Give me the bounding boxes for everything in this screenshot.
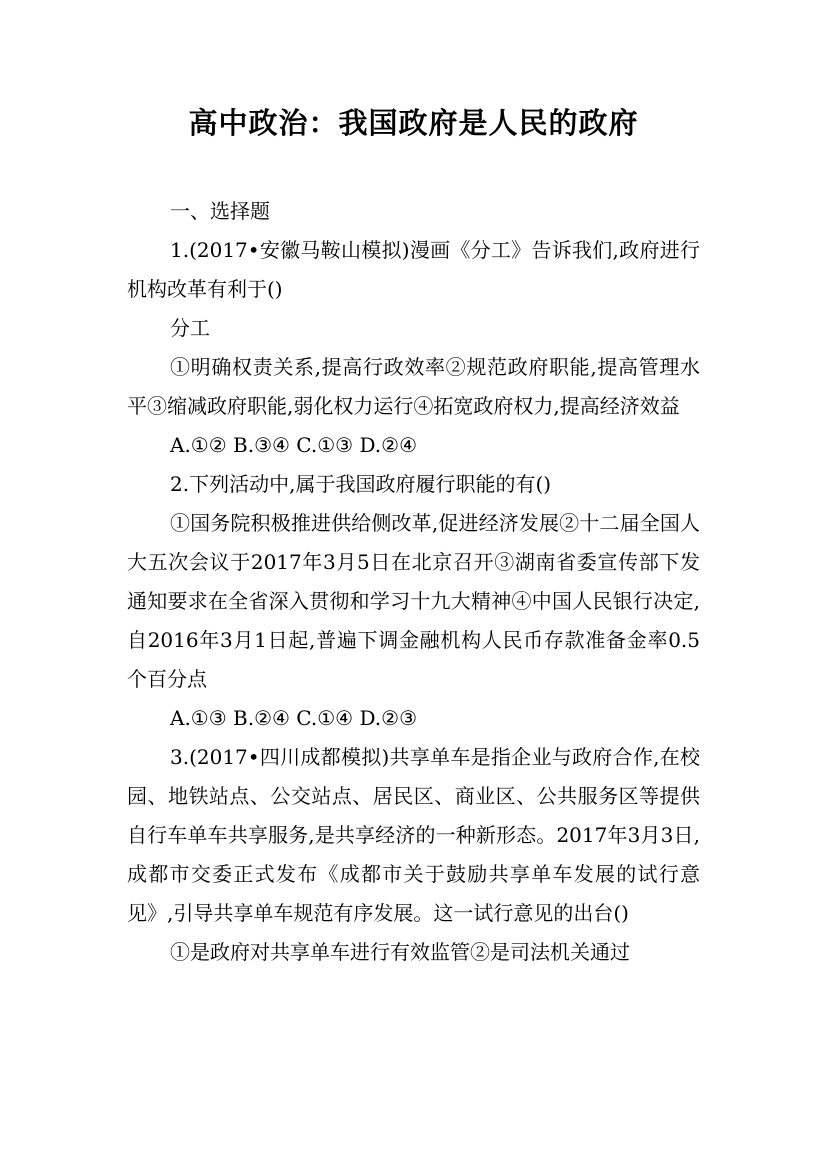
- question-2-statements: ①国务院积极推进供给侧改革,促进经济发展②十二届全国人大五次会议于2017年3月5日在北京召开③湖南省委宣传部下发通知要求在全省深入贯彻和学习十九大精神④中国人民银行决定,自2016年3月1日起,普遍下调金融机构人民币存款准备金率0.5个百分点: [127, 511, 700, 691]
- question-2-stem: 2.下列活动中,属于我国政府履行职能的有(): [170, 472, 552, 496]
- document-body: [127, 192, 700, 972]
- question-2-options: A.①③ B.②④ C.①④ D.②③: [170, 706, 417, 730]
- question-1-statements: ①明确权责关系,提高行政效率②规范政府职能,提高管理水平③缩减政府职能,弱化权力运行④拓宽政府权力,提高经济效益: [127, 355, 700, 418]
- question-3-stem: 3.(2017•四川成都模拟)共享单车是指企业与政府合作,在校园、地铁站点、公交站点、居民区、商业区、公共服务区等提供自行车单车共享服务,是共享经济的一种新形态。2017年3月3日,成都市交委正式发布《成都市关于鼓励共享单车发展的试行意见》,引导共享单车规范有序发展。这一试行意见的出台(): [127, 745, 700, 925]
- cartoon-caption: 分工: [170, 316, 210, 340]
- question-1-stem: 1.(2017•安徽马鞍山模拟)漫画《分工》告诉我们,政府进行机构改革有利于(): [127, 238, 700, 301]
- section-heading: 一、选择题: [170, 199, 270, 223]
- document-title: 高中政治：我国政府是人民的政府: [188, 106, 639, 140]
- question-1-options: A.①② B.③④ C.①③ D.②④: [170, 433, 417, 457]
- question-3-statements: ①是政府对共享单车进行有效监管②是司法机关通过: [170, 940, 630, 964]
